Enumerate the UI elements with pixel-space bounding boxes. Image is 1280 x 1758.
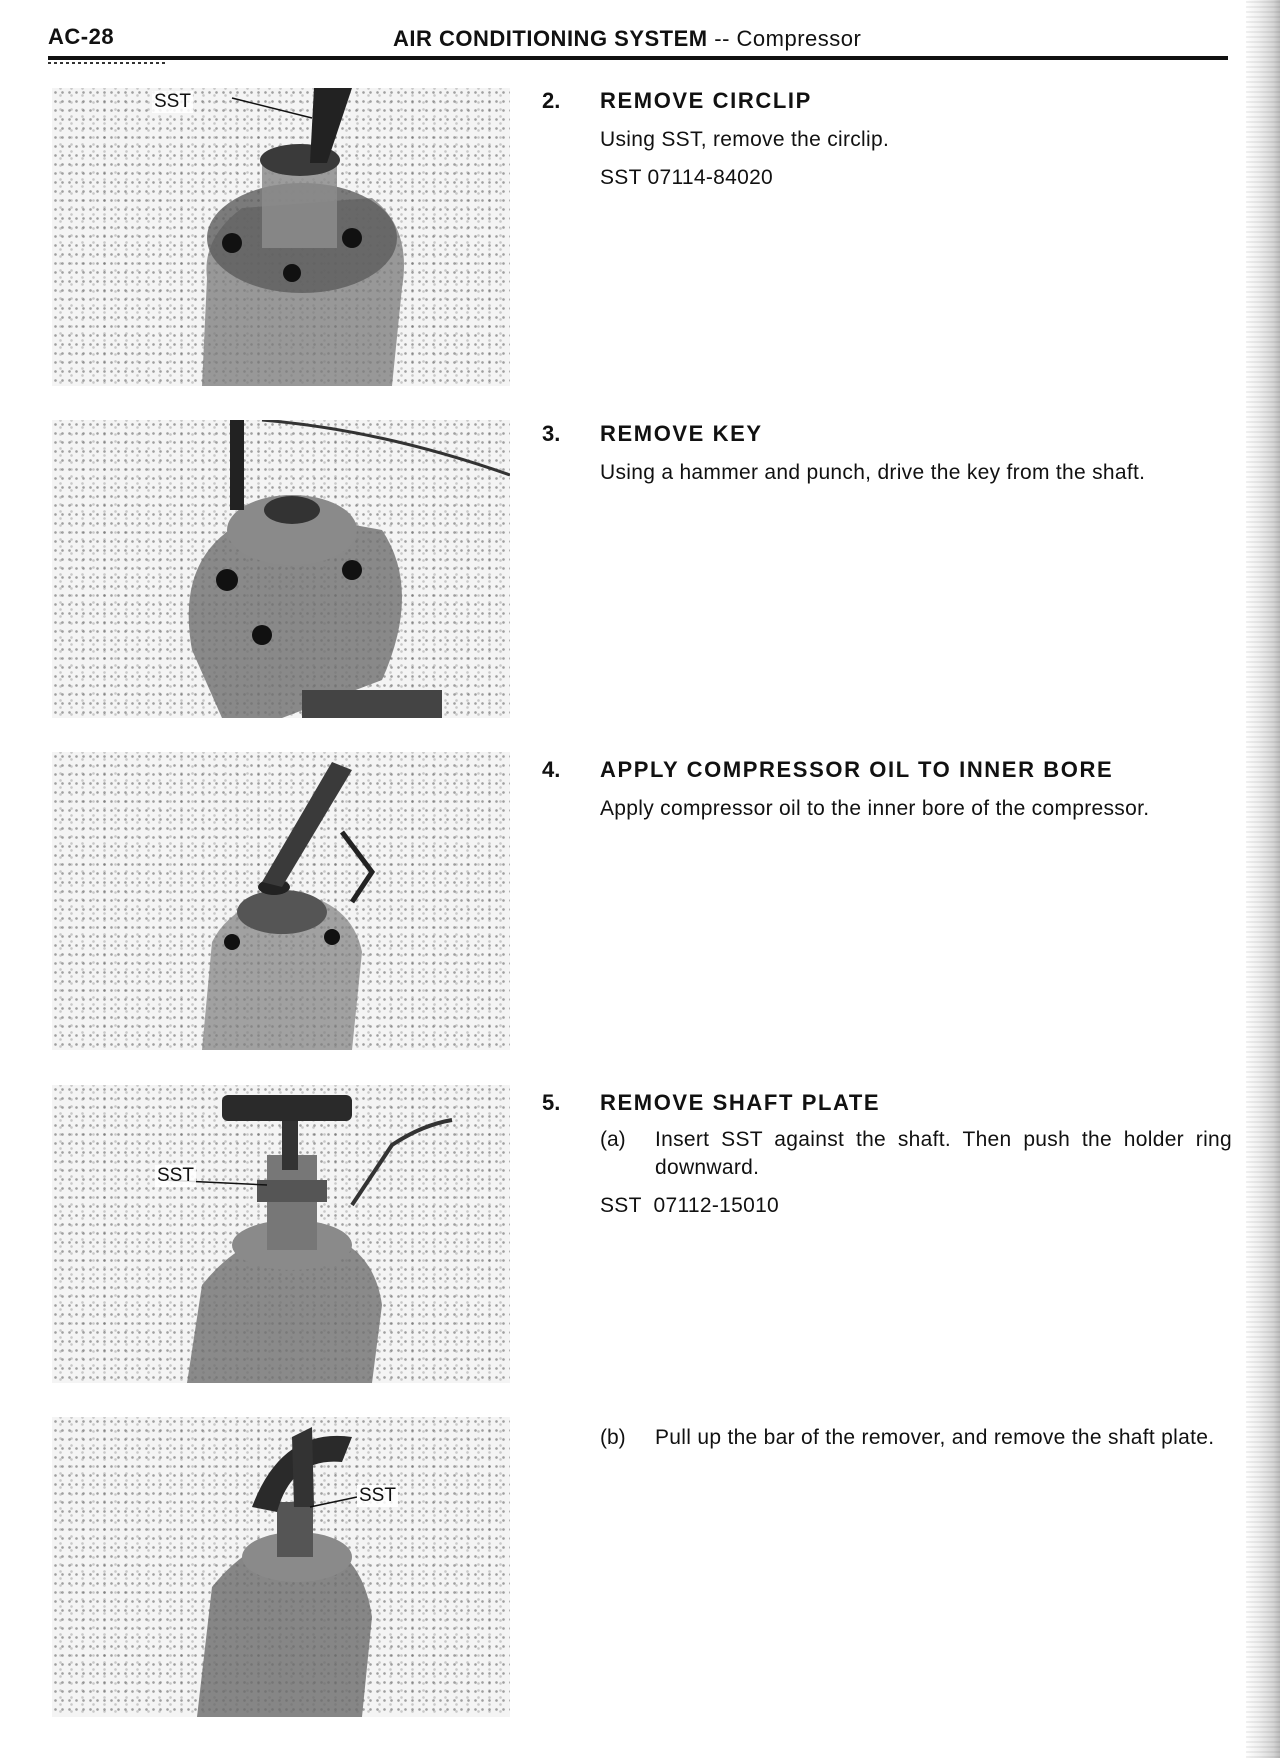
step-heading: REMOVE KEY — [600, 421, 763, 446]
section-title: AIR CONDITIONING SYSTEM — [393, 26, 708, 51]
sst-part-number: SST 07114-84020 — [600, 166, 774, 189]
substep-text: Pull up the bar of the remover, and remove the shaft plate. — [655, 1426, 1215, 1449]
step-number: 5. — [542, 1090, 561, 1115]
compressor-illustration — [52, 420, 510, 718]
photo-apply-oil — [52, 752, 510, 1050]
step-number: 3. — [542, 421, 561, 446]
step-instruction: Using SST, remove the circlip. — [600, 128, 890, 151]
photo-remove-shaft-plate-a — [52, 1085, 510, 1383]
page-number: AC-28 — [48, 24, 115, 49]
substep-marker: (b) — [600, 1426, 626, 1449]
header-rule-dotted — [48, 62, 168, 64]
compressor-illustration — [52, 1417, 510, 1717]
compressor-illustration — [52, 88, 510, 386]
page-title — [393, 26, 861, 52]
step-heading: REMOVE CIRCLIP — [600, 88, 812, 113]
step-instruction: Apply compressor oil to the inner bore of the compressor. — [600, 797, 1150, 820]
photo-remove-circlip — [52, 88, 510, 386]
photo-remove-shaft-plate-b — [52, 1417, 510, 1717]
step-heading: REMOVE SHAFT PLATE — [600, 1090, 881, 1115]
step-heading: APPLY COMPRESSOR OIL TO INNER BORE — [600, 757, 1114, 782]
step-apply-compressor-oil — [542, 757, 1232, 837]
step-number: 2. — [542, 88, 561, 113]
sst-label: SST — [359, 1485, 396, 1506]
scanned-page-edge — [1246, 0, 1280, 1758]
subsection-title: Compressor — [736, 26, 862, 51]
sst-label: SST — [157, 1165, 194, 1186]
step-instruction: Using a hammer and punch, drive the key from the shaft. — [600, 461, 1146, 484]
sst-label: SST — [154, 91, 191, 112]
step-remove-circlip — [542, 88, 1232, 208]
step-number: 4. — [542, 757, 561, 782]
header-rule — [48, 56, 1228, 60]
title-separator: -- — [707, 26, 737, 51]
step-remove-key — [542, 421, 1232, 501]
step-remove-shaft-plate-b — [542, 1424, 1232, 1494]
sst-part-number: SST 07112-15010 — [600, 1194, 780, 1217]
compressor-illustration — [52, 1085, 510, 1383]
step-remove-shaft-plate — [542, 1090, 1232, 1230]
substep-text: Insert SST against the shaft. Then push the holder ring downward. — [655, 1128, 1232, 1179]
photo-remove-key — [52, 420, 510, 718]
substep-marker: (a) — [600, 1128, 626, 1151]
compressor-illustration — [52, 752, 510, 1050]
